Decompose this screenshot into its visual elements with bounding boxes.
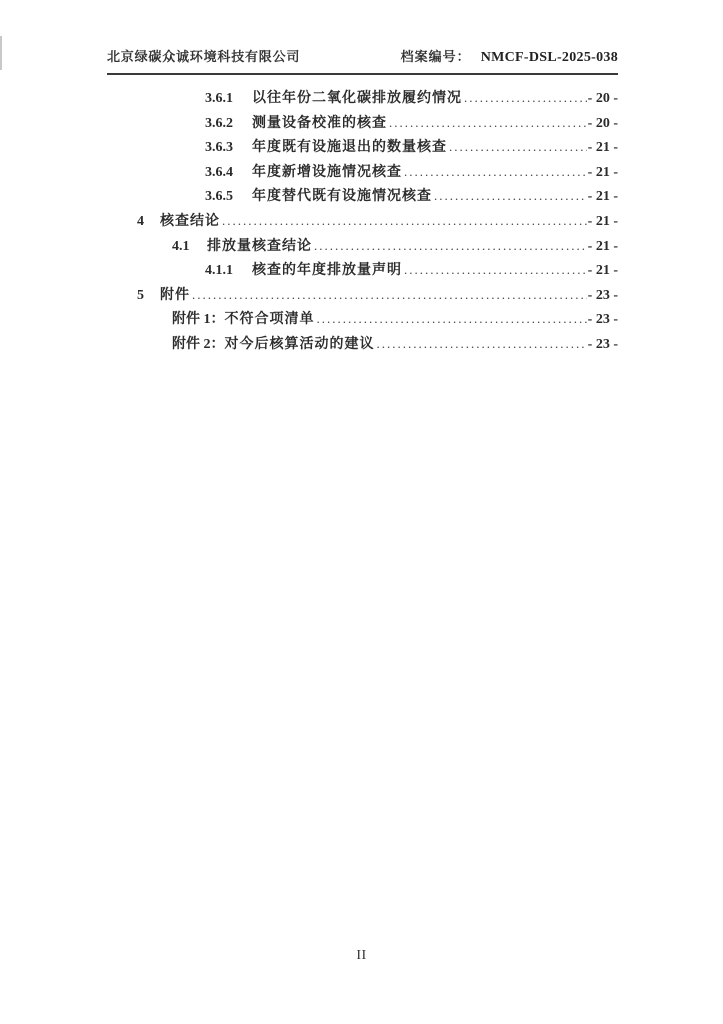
- toc-entry-page: - 23 -: [587, 336, 618, 352]
- archive-number-label: 档案编号：: [400, 49, 471, 64]
- dot-leader: [192, 287, 587, 303]
- toc-entry-page: - 21 -: [587, 164, 618, 180]
- toc-entry-page: - 23 -: [587, 287, 618, 303]
- scan-edge-artifact: [0, 36, 2, 70]
- toc-entry-number: 3.6.5: [205, 189, 233, 205]
- toc-entry-number: 3.6.1: [205, 91, 233, 106]
- toc-entry-page: - 23 -: [587, 312, 618, 328]
- toc-entry: [107, 284, 618, 309]
- toc-entry-page: - 21 -: [587, 189, 618, 205]
- company-name: 北京绿碳众诚环境科技有限公司: [107, 49, 301, 64]
- page-footer: [0, 946, 723, 964]
- dot-leader: [404, 164, 587, 180]
- toc-entry-title: 不符合项清单: [224, 312, 315, 328]
- toc-entry: [107, 161, 618, 186]
- dot-leader: [389, 115, 587, 131]
- archive-number-value: NMCF-DSL-2025-038: [480, 50, 618, 65]
- toc-entry: [107, 136, 618, 161]
- page-header: [107, 46, 618, 75]
- toc-entry-title: 以往年份二氧化碳排放履约情况: [252, 91, 462, 106]
- toc-entry: [107, 259, 618, 284]
- toc-entry: [107, 308, 618, 333]
- dot-leader: [317, 311, 587, 327]
- toc-entry-title: 核查结论: [160, 213, 220, 229]
- toc-entry-title: 年度既有设施退出的数量核查: [252, 140, 447, 156]
- toc-entry: [107, 210, 618, 235]
- dot-leader: [377, 336, 587, 352]
- toc-entry-title: 排放量核查结论: [207, 238, 312, 254]
- dot-leader: [434, 188, 587, 204]
- toc-entry-number: 4.1.1: [205, 263, 233, 279]
- dot-leader: [449, 139, 587, 155]
- toc-entry-page: - 21 -: [587, 213, 618, 229]
- toc-entry-page: - 21 -: [587, 140, 618, 156]
- toc-entry: [107, 87, 618, 112]
- dot-leader: [314, 238, 587, 254]
- toc-entry-title: 测量设备校准的核查: [252, 115, 387, 131]
- toc-entry-number: 3.6.4: [205, 164, 233, 180]
- toc-entry-number: 3.6.2: [205, 115, 233, 131]
- footer-page-number: II: [356, 948, 367, 963]
- toc-entry-title: 年度替代既有设施情况核查: [252, 189, 432, 205]
- toc-entry: [107, 333, 618, 358]
- dot-leader: [464, 90, 587, 106]
- toc-entry-page: - 21 -: [587, 238, 618, 254]
- toc-entry-title: 对今后核算活动的建议: [224, 336, 375, 352]
- toc-entry-number: 3.6.3: [205, 140, 233, 156]
- toc-entry: [107, 112, 618, 137]
- toc-entry-number: 4: [137, 213, 144, 229]
- toc-entry-number: 4.1: [172, 238, 190, 254]
- table-of-contents: [107, 87, 618, 358]
- toc-entry-page: - 20 -: [587, 91, 618, 106]
- toc-entry: [107, 185, 618, 210]
- toc-entry-page: - 20 -: [587, 115, 618, 131]
- toc-entry: [107, 235, 618, 260]
- toc-entry-page: - 21 -: [587, 263, 618, 279]
- toc-entry-title: 核查的年度排放量声明: [252, 263, 402, 279]
- toc-entry-number: 5: [137, 287, 144, 303]
- dot-leader: [222, 213, 587, 229]
- toc-entry-title: 附件: [160, 287, 190, 303]
- archive-number-group: [401, 46, 618, 66]
- dot-leader: [404, 262, 587, 278]
- toc-entry-number: 附件 2：: [172, 336, 225, 352]
- toc-entry-title: 年度新增设施情况核查: [252, 164, 402, 180]
- toc-entry-number: 附件 1：: [172, 312, 225, 328]
